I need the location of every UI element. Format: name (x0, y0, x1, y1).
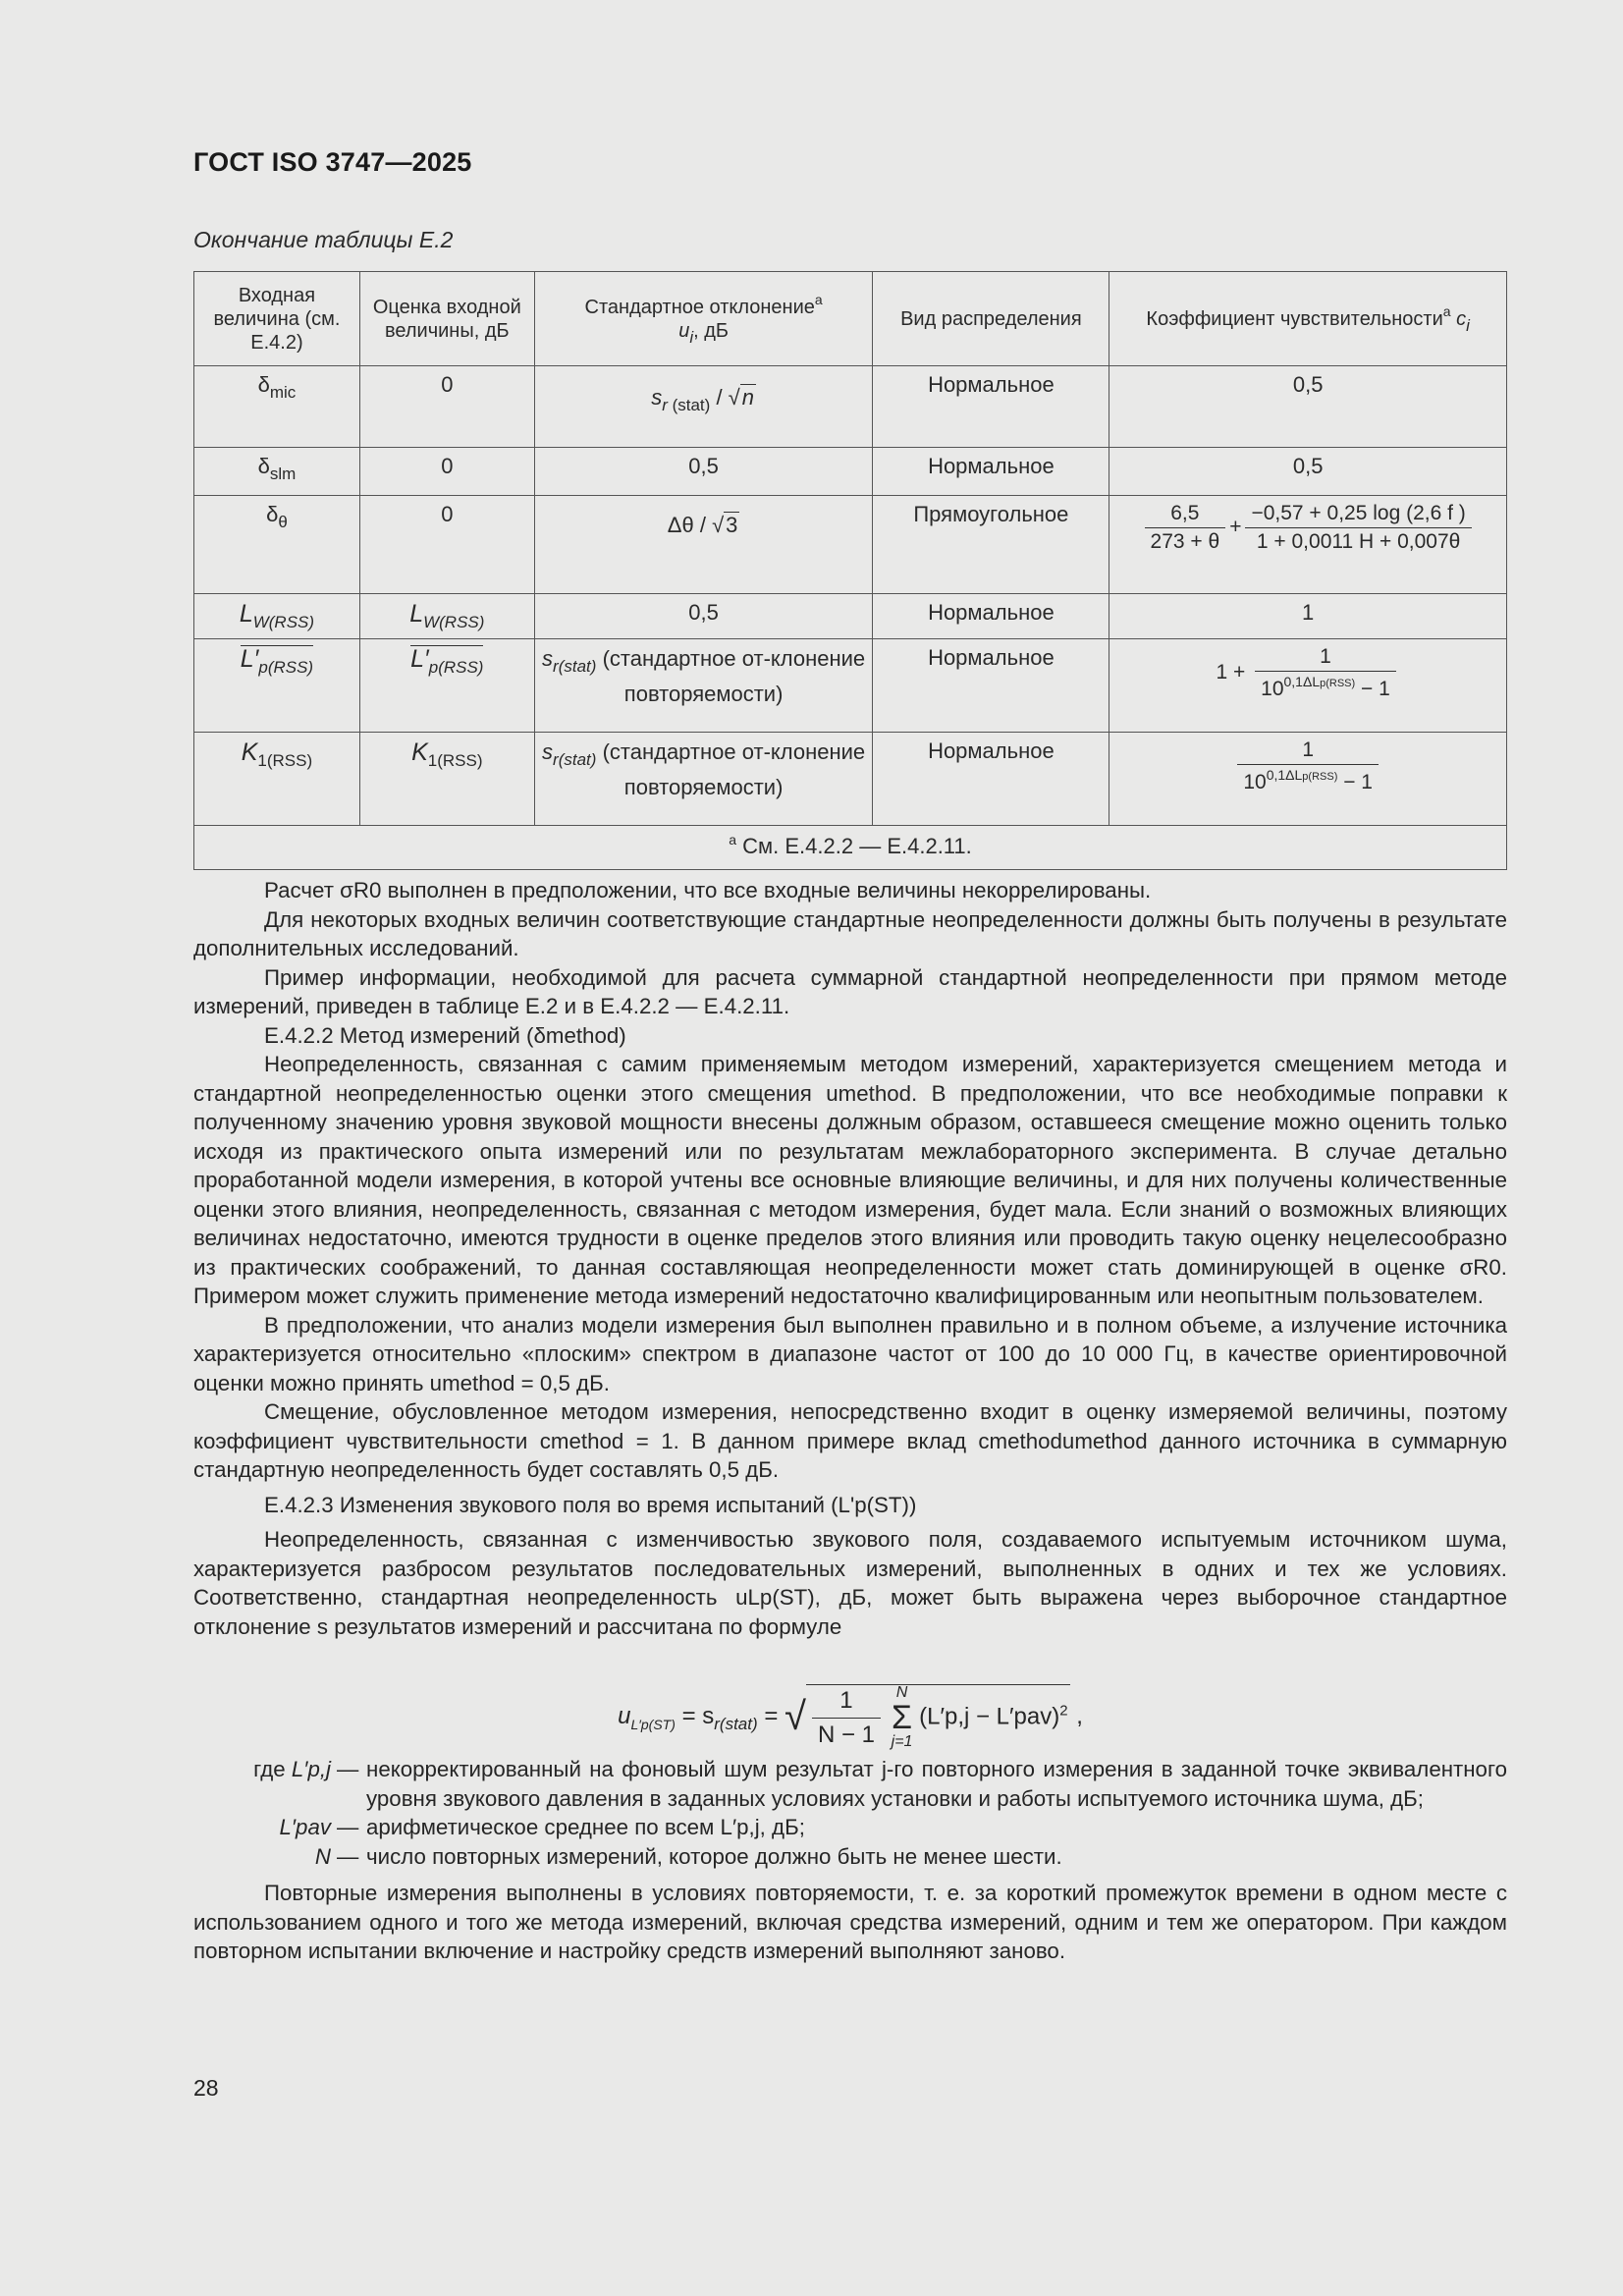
cell-coef: 0,5 (1109, 448, 1507, 496)
cell-estimate: 0 (359, 448, 534, 496)
cell-input: $L'_{p(RSS)}$ (194, 639, 360, 733)
cell-input: $L_{W(RSS)}$ (194, 594, 360, 639)
paragraph: Неопределенность, связанная с изменчивостью звукового поля, создаваемого испытуемым источником шума, характеризуется разбросом результатов последовательных измерений, выполненных в одних и тех же условиях. Соответственно, стандартная неопределенность uLp(ST), дБ, может быть выражена через выборочное стандартное отклонение s результатов измерений и рассчитана по формуле (193, 1527, 1507, 1639)
section-heading-e422: Е.4.2.2 Метод измерений (δmethod) (264, 1022, 626, 1048)
cell-coef: $\frac{6,5}{273 + \theta}$ + $\frac{-0,57 + 0,25 \log (2,6 f )}{1 + 0,0011 H + 0,007\theta}$ (1109, 496, 1507, 594)
cell-input: $\delta_{slm}$ (194, 448, 360, 496)
paragraph: Для некоторых входных величин соответствующие стандартные неопределенности должны быть получены в результате дополнительных исследований. (193, 906, 1507, 960)
where-item: где L′p,j — некорректированный на фоновый шум результат j-го повторного измерения в заданной точке эквивалентного уровня звукового давления в заданных условиях установки и работы испытуемого источника шума, дБ; (253, 1757, 1507, 1811)
paragraph: Пример информации, необходимой для расчета суммарной стандартной неопределенности при прямом методе измерений, приведен в таблице Е.2 и в Е.4.2.2 — Е.4.2.11. (193, 964, 1507, 1018)
cell-std: Δθ / √3 (534, 496, 873, 594)
document-title: ГОСТ ISO 3747—2025 (193, 147, 472, 177)
where-item: N — число повторных измерений, которое должно быть не менее шести. (314, 1843, 1062, 1869)
cell-input: $K_{1(RSS)}$ (194, 733, 360, 826)
col-header-distribution: Вид распределения (873, 272, 1109, 366)
cell-std: $s_{r(stat)}$ (стандартное от-клонение повторяемости) (534, 639, 873, 733)
cell-coef: $\frac{1}{10^{0,1\Delta Lp(RSS)} - 1}$ (1109, 733, 1507, 826)
cell-estimate: 0 (359, 366, 534, 448)
cell-estimate: $L'_{p(RSS)}$ (359, 639, 534, 733)
cell-estimate: $L_{W(RSS)}$ (359, 594, 534, 639)
col-header-sensitivity: Коэффициент чувствительности$^a$ $c_i$ (1109, 272, 1507, 366)
col-header-estimate: Оценка входной величины, дБ (359, 272, 534, 366)
paragraph: Смещение, обусловленное методом измерения, непосредственно входит в оценку измеряемой величины, поэтому коэффициент чувствительности cmethod = 1. В данном примере вклад cmethodumethod данного источника в суммарную стандартную неопределенность будет составлять 0,5 дБ. (193, 1399, 1507, 1482)
body-text (193, 876, 1507, 1966)
table-row (194, 733, 1507, 826)
cell-dist: Нормальное (873, 639, 1109, 733)
cell-coef: 0,5 (1109, 366, 1507, 448)
table-footnote-row (194, 826, 1507, 870)
cell-dist: Нормальное (873, 366, 1109, 448)
cell-dist: Нормальное (873, 733, 1109, 826)
cell-dist: Нормальное (873, 594, 1109, 639)
cell-dist: Нормальное (873, 448, 1109, 496)
cell-estimate: $K_{1(RSS)}$ (359, 733, 534, 826)
where-item: L′pav — арифметическое среднее по всем L′p,j, дБ; (279, 1815, 805, 1839)
col-header-input: Входная величина (см. Е.4.2) (194, 272, 360, 366)
table-header-row (194, 272, 1507, 366)
paragraph: Повторные измерения выполнены в условиях повторяемости, т. е. за короткий промежуток времени в одном месте с использованием одного и того же метода измерений, включая средства измерений, одним и тем же оператором. При каждом повторном испытании включение и настройку средств измерений выполняют заново. (193, 1881, 1507, 1963)
paragraph: Расчет σR0 выполнен в предположении, что все входные величины некоррелированы. (264, 878, 1152, 902)
table-row (194, 496, 1507, 594)
col-header-std-dev: Стандартное отклонение$^a$ $u_i$, дБ (534, 272, 873, 366)
cell-input: $\delta_\theta$ (194, 496, 360, 594)
table-row (194, 639, 1507, 733)
cell-std: $s_r$ $_{(stat)}$ / √n (534, 366, 873, 448)
paragraph: Неопределенность, связанная с самим применяемым методом измерений, характеризуется смещением метода и стандартной неопределенностью оценки этого смещения umethod. В предположении, что все необходимые поправки к полученному значению уровня звуковой мощности внесены должным образом, оставшееся смещение можно оценить только исходя из практического опыта измерений или по результатам межлабораторного эксперимента. В случае детально проработанной модели измерения, в которой учтены все основные влияющие величины, и для них получены количественные оценки этого влияния, неопределенность, связанная с методом измерения, будет мала. Если знаний о возможных влияющих величинах недостаточно, имеются трудности в оценке пределов этого влияния или проводить такую оценку нецелесообразно из практических соображений, то данная составляющая неопределенности может стать доминирующей в оценке σR0. Примером может служить применение метода измерений недостаточно квалифицированным или неопытным пользователем. (193, 1052, 1507, 1308)
cell-std: 0,5 (534, 594, 873, 639)
uncertainty-table (193, 271, 1507, 870)
table-row (194, 366, 1507, 448)
section-heading-e423: Е.4.2.3 Изменения звукового поля во время испытаний (L'p(ST)) (264, 1492, 917, 1517)
cell-coef: 1 (1109, 594, 1507, 639)
formula: $u_{L'p(ST)} = s_{r(stat)}$ = √ $\frac{1}{N - 1}$ N Σ j=1 $(L'p,j - L'pav)^2$ , (618, 1684, 1083, 1750)
cell-coef: 1 + $\frac{1}{10^{0,1\Delta Lp(RSS)} - 1}$ (1109, 639, 1507, 733)
where-list (193, 1755, 1507, 1871)
page-number: 28 (193, 2075, 219, 2101)
cell-input: $\delta_{mic}$ (194, 366, 360, 448)
cell-std: $s_{r(stat)}$ (стандартное от-клонение повторяемости) (534, 733, 873, 826)
cell-std: 0,5 (534, 448, 873, 496)
paragraph: В предположении, что анализ модели измерения был выполнен правильно и в полном объеме, а излучение источника характеризуется относительно «плоским» спектром в диапазоне частот от 100 до 10 000 Гц, в качестве ориентировочной оценки можно принять umethod = 0,5 дБ. (193, 1312, 1507, 1395)
table-row (194, 594, 1507, 639)
cell-estimate: 0 (359, 496, 534, 594)
cell-dist: Прямоугольное (873, 496, 1109, 594)
table-row (194, 448, 1507, 496)
table-footnote: $^a$ См. Е.4.2.2 — Е.4.2.11. (194, 826, 1507, 870)
table-caption: Окончание таблицы Е.2 (193, 227, 454, 252)
